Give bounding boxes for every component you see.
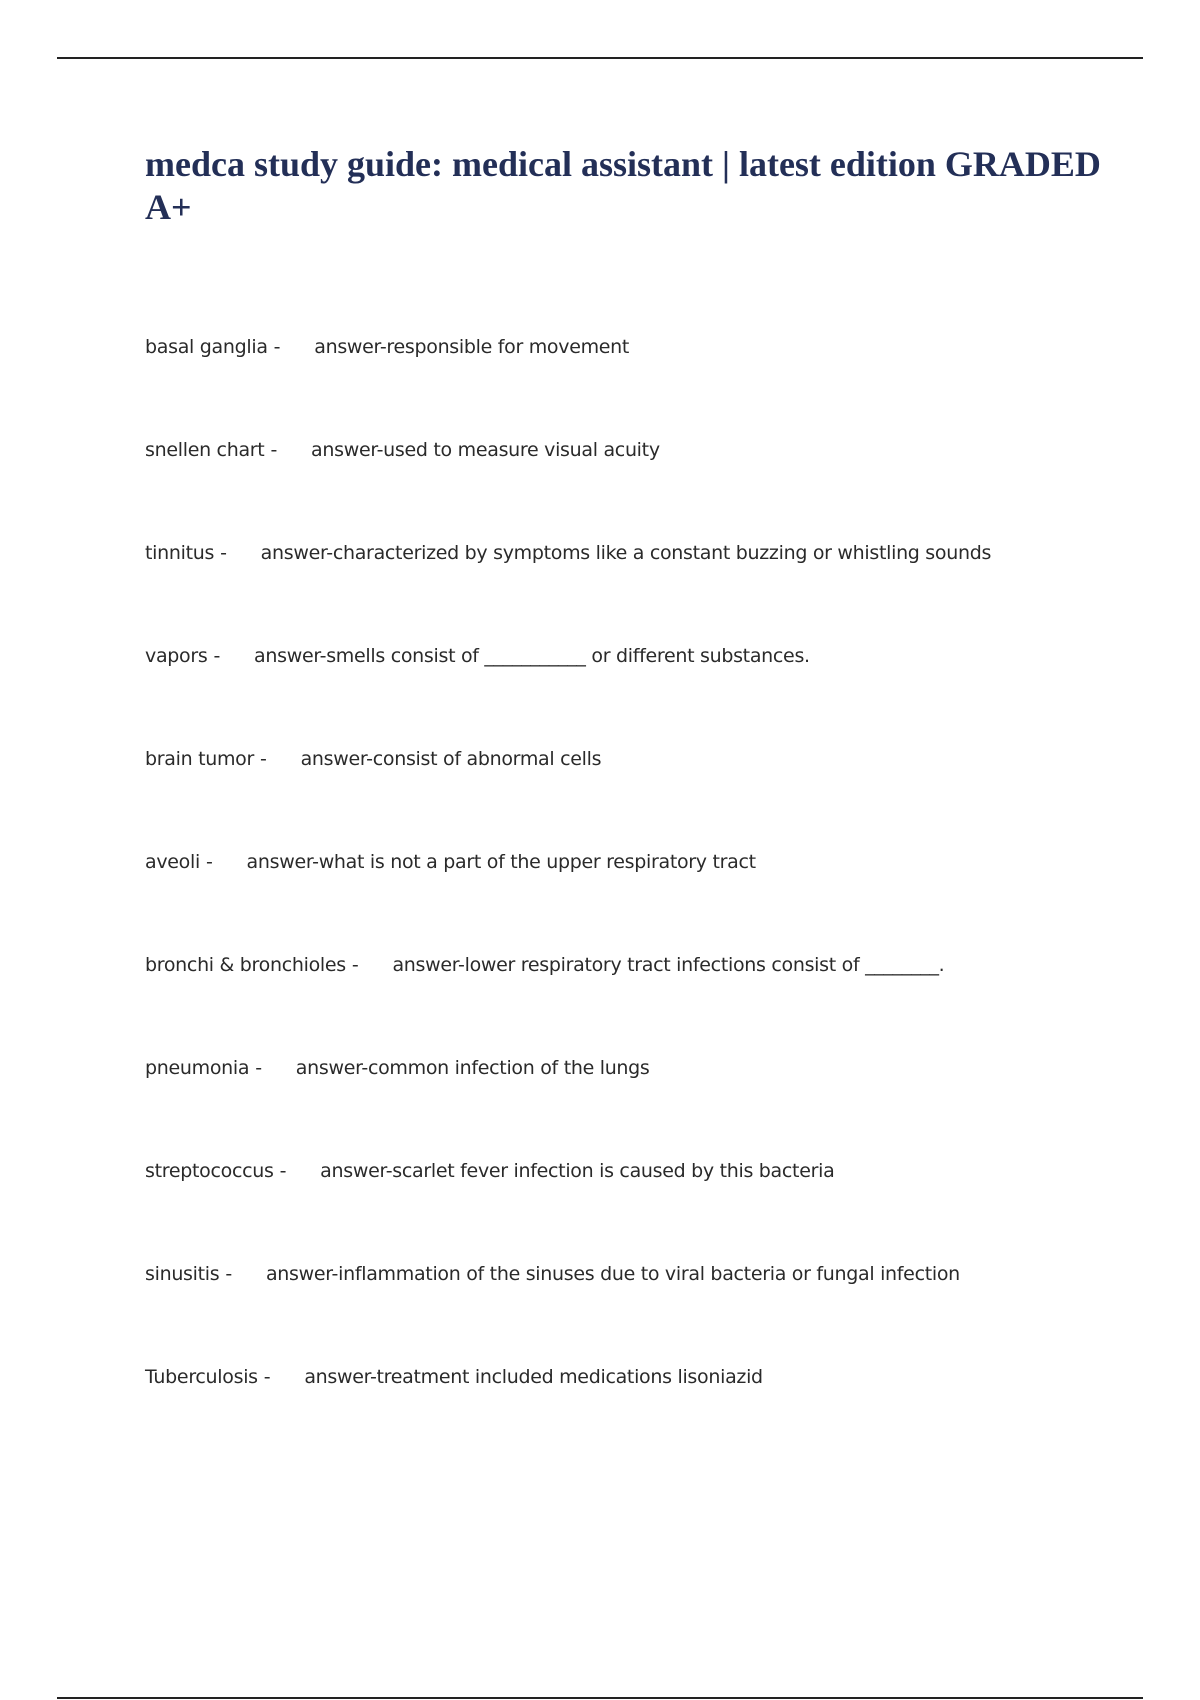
header-rule [57, 57, 1143, 59]
answer: answer-what is not a part of the upper respiratory tract [246, 851, 756, 873]
term: bronchi & bronchioles [145, 954, 346, 976]
answer: answer-scarlet fever infection is caused by this bacteria [320, 1160, 835, 1182]
list-item [145, 641, 1145, 744]
answer: answer-consist of abnormal cells [300, 748, 602, 770]
separator: - [255, 1057, 262, 1079]
list-item [145, 1259, 1145, 1362]
separator: - [270, 439, 278, 461]
qa-list [145, 332, 1145, 1465]
term: basal ganglia [145, 336, 268, 358]
separator: - [260, 748, 267, 770]
term: aveoli [145, 851, 200, 873]
list-item [145, 1362, 1145, 1465]
document-title: medca study guide: medical assistant | latest edition GRADED A+ [145, 144, 1101, 227]
term: sinusitis [145, 1263, 220, 1285]
list-item [145, 847, 1145, 950]
list-item [145, 744, 1145, 847]
list-item [145, 332, 1145, 435]
term: vapors [145, 645, 208, 667]
separator: - [351, 954, 359, 976]
answer: answer-smells consist of ___________ or different substances. [254, 645, 810, 667]
term: Tuberculosis [145, 1366, 258, 1388]
separator: - [220, 542, 227, 564]
term: pneumonia [145, 1057, 250, 1079]
list-item [145, 538, 1145, 641]
term: streptococcus [145, 1160, 274, 1182]
answer: answer-characterized by symptoms like a constant buzzing or whistling sounds [260, 542, 992, 564]
list-item [145, 950, 1145, 1053]
list-item [145, 435, 1145, 538]
list-item [145, 1053, 1145, 1156]
separator: - [225, 1263, 232, 1285]
term: brain tumor [145, 748, 255, 770]
answer: answer-treatment included medications lisoniazid [304, 1366, 763, 1388]
answer: answer-lower respiratory tract infections consist of ________. [392, 954, 945, 976]
separator: - [205, 851, 213, 873]
term: tinnitus [145, 542, 215, 564]
footer-rule [57, 1697, 1143, 1699]
separator: - [263, 1366, 271, 1388]
separator: - [273, 336, 281, 358]
separator: - [279, 1160, 287, 1182]
list-item [145, 1156, 1145, 1259]
separator: - [213, 645, 221, 667]
answer: answer-used to measure visual acuity [311, 439, 660, 461]
answer: answer-inflammation of the sinuses due to viral bacteria or fungal infection [265, 1263, 960, 1285]
term: snellen chart [145, 439, 265, 461]
answer: answer-common infection of the lungs [295, 1057, 650, 1079]
answer: answer-responsible for movement [314, 336, 630, 358]
